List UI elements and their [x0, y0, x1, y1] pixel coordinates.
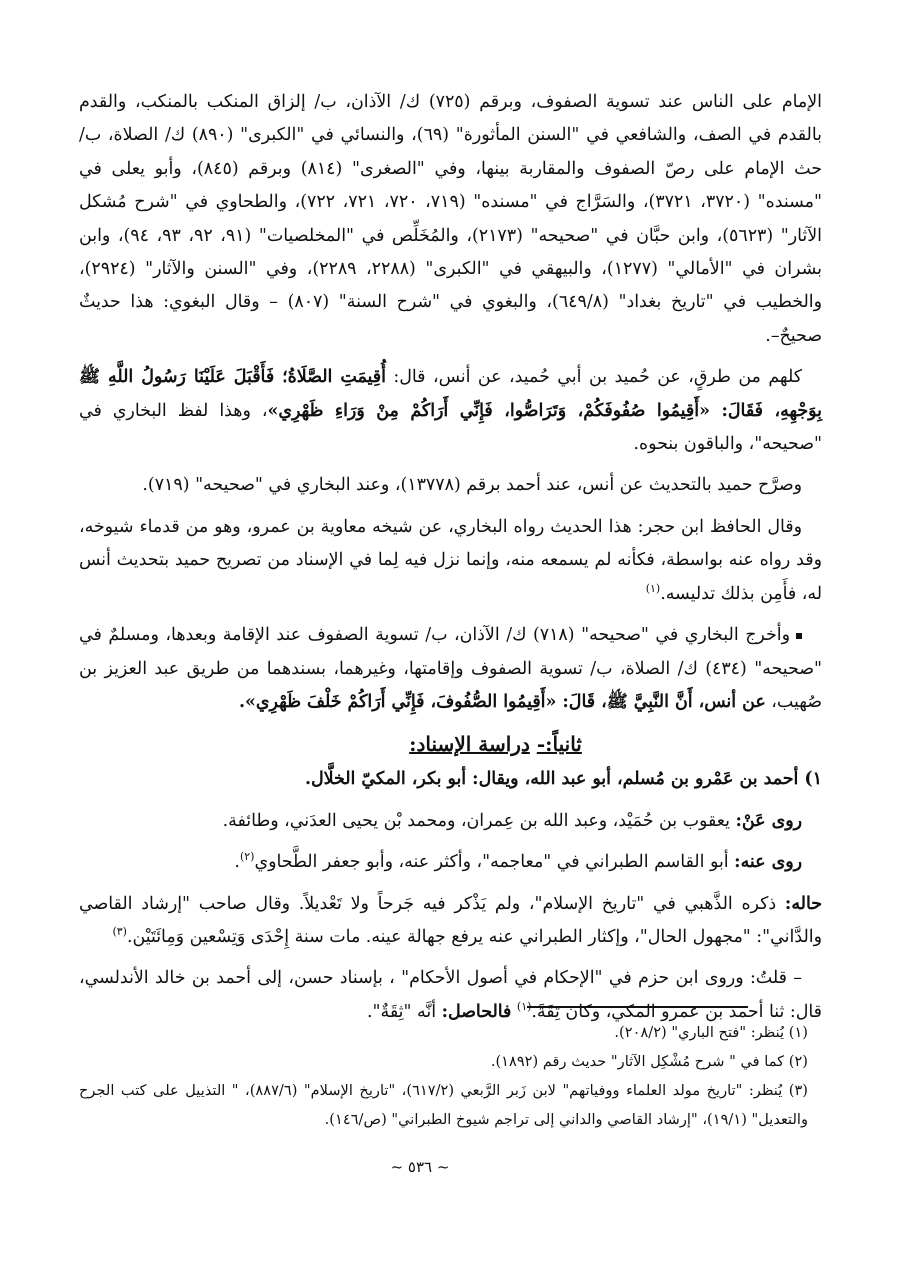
- paragraph-hadith-text: [79, 361, 822, 461]
- section-heading-prefix: ثانياً:-: [536, 732, 582, 757]
- narrated-by-label: روى عنه:: [734, 852, 802, 873]
- hadith-tail: ، وهذا لفظ البخاري في "صحيحه"، والباقون بنحوه.: [79, 400, 822, 455]
- narrated-from-label: روى عَنْ:: [735, 810, 802, 831]
- footnote-3: (٣) يُنظر: "تاريخ مولد العلماء ووفياتهم" لابن زَبر الرَّبعي (٦١٧/٢)، "تاريخ الإسلام" (٨٨٧/٦)، " التذييل على كتب الجرح والتعديل" (١٩/١)، "إرشاد القاصي والداني إلى تراجم شيوخ الطبراني" (ص/١٤٦).: [79, 1082, 808, 1128]
- ibn-hajar-text: وقال الحافظ ابن حجر: هذا الحديث رواه البخاري، عن شيخه معاوية بن عمرو، وهو من قدماء شيوخه، وقد رواه عنه بواسطة، فكأنه لم يسمعه منه، وإنما نزل فيه لِما في الإسناد من تصريح حميد بتحديث أنس له، فأَمِن بذلك تدليسه.: [79, 516, 822, 604]
- footnote-ref-1[interactable]: (١): [645, 581, 661, 595]
- footnotes: [79, 1018, 822, 1134]
- bullet-square-icon: [796, 633, 802, 639]
- narrated-by-text: أبو القاسم الطبراني في "معاجمه"، وأكثر عنه، وأبو جعفر الطَّحاوي: [254, 852, 735, 873]
- paragraph-tahdith: وصرَّح حميد بالتحديث عن أنس، عند أحمد برقم (١٣٧٧٨)، وعند البخاري في "صحيحه" (٧١٩).: [142, 475, 802, 496]
- narrator-state-label: حاله:: [784, 893, 822, 914]
- section-heading-title: دراسة الإسناد:: [409, 732, 530, 757]
- main-text: [79, 86, 822, 1037]
- narrated-by: [79, 846, 822, 879]
- conclusion-label: فالحاصل:: [441, 1001, 512, 1022]
- footnote-separator: [527, 1006, 748, 1008]
- section-heading: [79, 727, 822, 761]
- paragraph-bukhari-muslim: [79, 619, 822, 719]
- page-number: ~ ٥٣٦ ~: [390, 1158, 450, 1176]
- author-note-text: – قلتُ: وروى ابن حزم في "الإحكام في أصول الأحكام" ، بإسناد حسن، إلى أحمد بن خالد الأندلسي، قال: ثنا أحمد بن عمرو المكي، وكان ثِقَةً.: [79, 968, 822, 1022]
- narrated-by-end: .: [234, 852, 240, 873]
- footnote-ref-4[interactable]: (١): [516, 999, 532, 1013]
- narrated-from-text: يعقوب بن حُمَيْد، وعبد الله بن عِمران، ومحمد بْن يحيى العدَني، وطائفة.: [222, 810, 736, 831]
- footnote-2: (٢) كما في " شرح مُشْكِل الآثار" حديث رقم (١٨٩٢).: [490, 1053, 808, 1070]
- paragraph-takhrij: الإمام على الناس عند تسوية الصفوف، وبرقم (٧٢٥) ك/ الآذان، ب/ إلزاق المنكب بالمنكب، والقدم بالقدم في الصف، والشافعي في "السنن المأثورة" (٦٩)، والنسائي في "الكبرى" (٨٩٠) ك/ الصلاة، ب/ حث الإمام على رصّ الصفوف والمقاربة بينها، وفي "الصغرى" (٨١٤) وبرقم (٨٤٥)، وأبو يعلى في "مسنده" (٣٧٢٠، ٣٧٢١)، والسَرَّاج في "مسنده" (٧١٩، ٧٢٠، ٧٢١، ٧٢٢)، والطحاوي في "شرح مُشكل الآثار" (٥٦٢٣)، وابن حبَّان في "صحيحه" (٢١٧٣)، والمُخَلِّص في "المخلصيات" (٩١، ٩٢، ٩٣، ٩٤)، وابن بشران في "الأمالي" (١٢٧٧)، والبيهقي في "الكبرى" (٢٢٨٨، ٢٢٨٩)، وفي "السنن والآثار" (٢٩٢٤)، والخطيب في "تاريخ بغداد" (٦٤٩/٨)، والبغوي في "شرح السنة" (٨٠٧) – وقال البغوي: هذا حديثٌ صحيحٌ–.: [79, 92, 823, 346]
- footnote-ref-3[interactable]: (٣): [112, 925, 127, 939]
- paragraph-ibn-hajar: [79, 511, 822, 611]
- hadith-intro: كلهم من طرقٍ، عن حُميد بن أبي حُميد، عن أنس، قال:: [385, 367, 802, 388]
- narrated-from: [79, 805, 822, 838]
- narrator-state-text: ذكره الذَّهبي في "تاريخ الإسلام"، ولم يَذْكر فيه جَرحاً ولا تَعْديلاً. وقال صاحب "إرشاد القاصي والدَّاني": "مجهول الحال"، وإكثار الطبراني عنه يرفع جهالة عينه. مات سنة إِحْدَى وَتِسْعين وَمِائَتَيْن.: [79, 893, 822, 947]
- footnote-ref-2[interactable]: (٢): [239, 850, 255, 864]
- bukhari-muslim-matn: عن أنس، أَنَّ النَّبِيَّ ﷺ، قَالَ: «أَقِيمُوا الصُّفُوفَ، فَإِنِّي أَرَاكُمْ خَلْفَ ظَهْرِي».: [238, 691, 766, 712]
- footnote-1: (١) يُنظر: "فتح الباري" (٢٠٨/٢).: [614, 1024, 808, 1041]
- hadith-matn: أُقِيمَتِ الصَّلَاةُ؛ فَأَقْبَلَ عَلَيْنَا رَسُولُ اللَّهِ ﷺ بِوَجْهِهِ، فَقَالَ: «أَقِيمُوا صُفُوفَكُمْ، وَتَرَاصُّوا، فَإِنِّي أَرَاكُمْ مِنْ وَرَاءِ ظَهْرِي»: [79, 367, 822, 421]
- bukhari-muslim-text: وأخرج البخاري في "صحيحه" (٧١٨) ك/ الآذان، ب/ تسوية الصفوف عند الإقامة وبعدها، ومسلمٌ في "صحيحه" (٤٣٤) ك/ الصلاة، ب/ تسوية الصفوف وإقامتها، وغيرهما، بسندهما من طريق عبد العزيز بن صُهيب،: [79, 625, 822, 712]
- conclusion-text: أنَّه "ثِقَةٌ".: [367, 1001, 442, 1022]
- narrator-title: ١) أحمد بن عَمْرو بن مُسلم، أبو عبد الله، ويقال: أبو بكر، المكيّ الخلَّال.: [304, 769, 822, 790]
- narrator-state: [79, 888, 822, 955]
